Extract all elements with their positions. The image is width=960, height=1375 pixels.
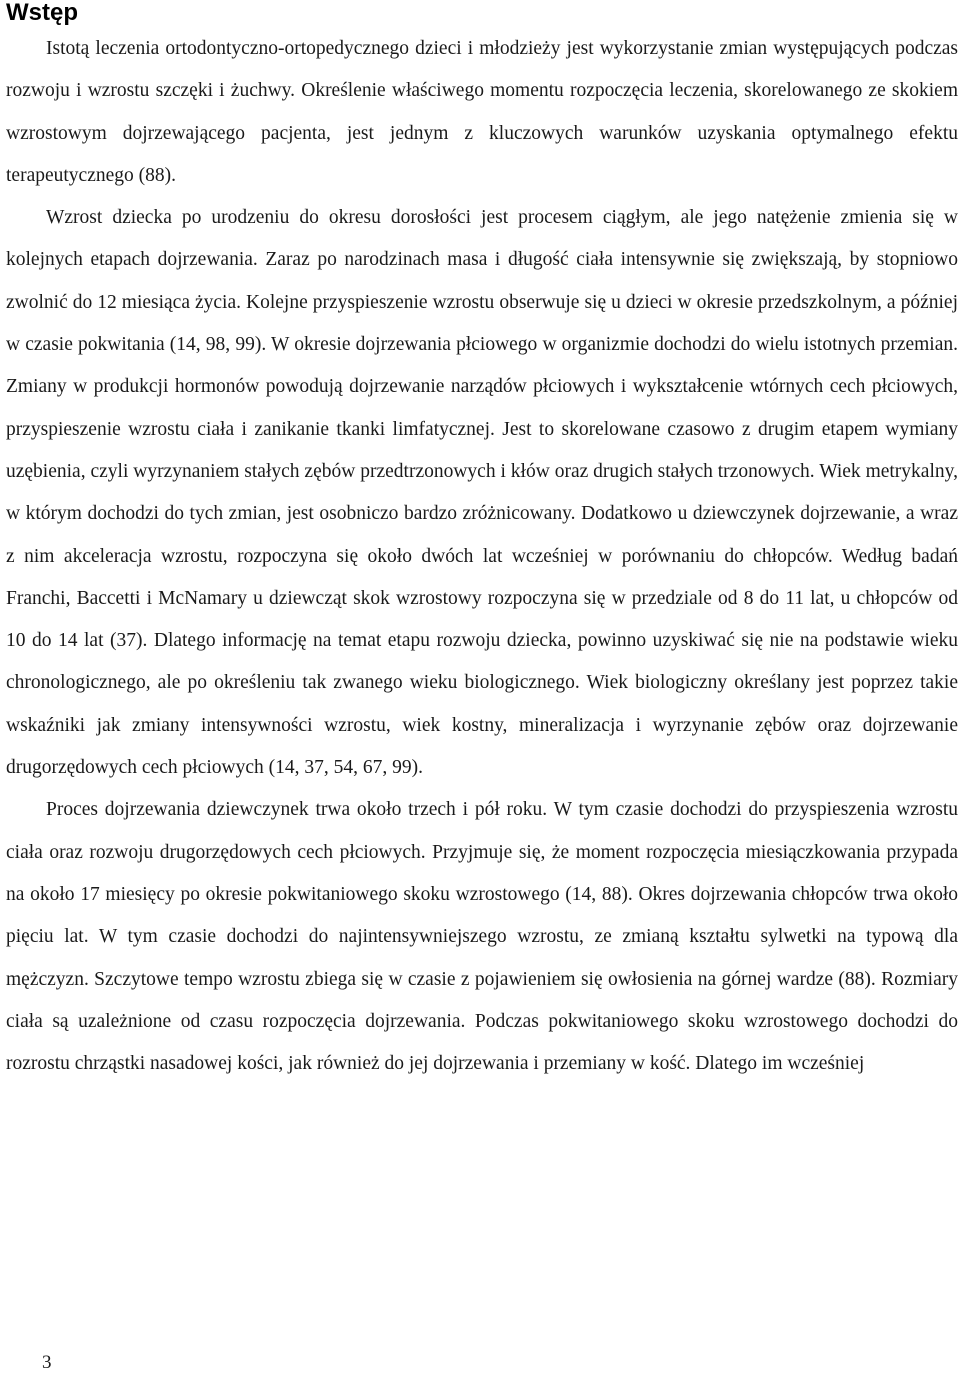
page-number: 3 xyxy=(42,1352,52,1373)
body-text xyxy=(6,28,958,1085)
paragraph-intro: Istotą leczenia ortodontyczno-ortopedycznego dzieci i młodzieży jest wykorzystanie zmian występujących podczas rozwoju i wzrostu szczęki i żuchwy. Określenie właściwego momentu rozpoczęcia leczenia, skorelowanego ze skokiem wzrostowym dojrzewającego pacjenta, jest jednym z kluczowych warunków uzyskania optymalnego efektu terapeutycznego (88). xyxy=(6,38,958,186)
paragraph-maturation: Proces dojrzewania dziewczynek trwa około trzech i pół roku. W tym czasie dochodzi do przyspieszenia wzrostu ciała oraz rozwoju drugorzędowych cech płciowych. Przyjmuje się, że moment rozpoczęcia miesiączkowania przypada na około 17 miesięcy po okresie pokwitaniowego skoku wzrostowego (14, 88). Okres dojrzewania chłopców trwa około pięciu lat. W tym czasie dochodzi do najintensywniejszego wzrostu, ze zmianą kształtu sylwetki na typową dla mężczyzn. Szczytowe tempo wzrostu zbiega się w czasie z pojawieniem się owłosienia na górnej wardze (88). Rozmiary ciała są uzależnione od czasu rozpoczęcia dojrzewania. Podczas pokwitaniowego skoku wzrostowego dochodzi do rozrostu chrząstki nasadowej kości, jak również do jej dojrzewania i przemiany w kość. Dlatego im wcześniej xyxy=(6,799,958,1075)
section-heading: Wstęp xyxy=(6,0,78,26)
paragraph-growth: Wzrost dziecka po urodzeniu do okresu dorosłości jest procesem ciągłym, ale jego natężenie zmienia się w kolejnych etapach dojrzewania. Zaraz po narodzinach masa i długość ciała intensywnie się zwiększają, by stopniowo zwolnić do 12 miesiąca życia. Kolejne przyspieszenie wzrostu obserwuje się u dzieci w okresie przedszkolnym, a później w czasie pokwitania (14, 98, 99). W okresie dojrzewania płciowego w organizmie dochodzi do wielu istotnych przemian. Zmiany w produkcji hormonów powodują dojrzewanie narządów płciowych i wykształcenie wtórnych cech płciowych, przyspieszenie wzrostu ciała i zanikanie tkanki limfatycznej. Jest to skorelowane czasowo z drugim etapem wymiany uzębienia, czyli wyrzynaniem stałych zębów przedtrzonowych i kłów oraz drugich stałych trzonowych. Wiek metrykalny, w którym dochodzi do tych zmian, jest osobniczo bardzo zróżnicowany. Dodatkowo u dziewczynek dojrzewanie, a wraz z nim akceleracja wzrostu, rozpoczyna się około dwóch lat wcześniej w porównaniu do chłopców. Według badań Franchi, Baccetti i McNamary u dziewcząt skok wzrostowy rozpoczyna się w przedziale od 8 do 11 lat, u chłopców od 10 do 14 lat (37). Dlatego informację na temat etapu rozwoju dziecka, powinno uzyskiwać się nie na podstawie wieku chronologicznego, ale po określeniu tak zwanego wieku biologicznego. Wiek biologiczny określany jest poprzez takie wskaźniki jak zmiany intensywności wzrostu, wiek kostny, mineralizacja i wyrzynanie zębów oraz dojrzewanie drugorzędowych cech płciowych (14, 37, 54, 67, 99). xyxy=(6,207,958,779)
